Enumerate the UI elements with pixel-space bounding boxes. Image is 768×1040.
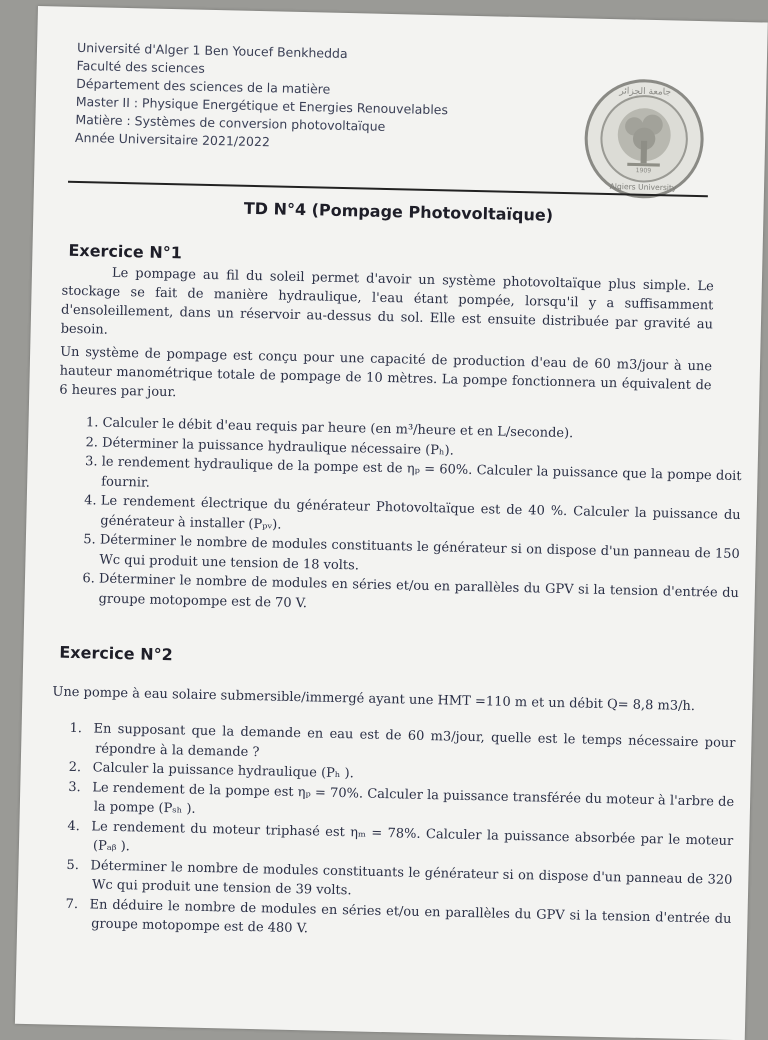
question-text: Le rendement de la pompe est ηₚ = 70%. Calculer la puissance transférée du moteur à l'arbre de la pompe (Pₛₕ ).: [92, 779, 735, 817]
exercise-2-heading: Exercice N°2: [59, 642, 173, 665]
question-item: 4. Le rendement électrique du générateur Photovoltaïque est de 40 %. Calculer la puissance du générateur à installer (Pₚᵥ).: [100, 492, 741, 546]
page-title: TD N°4 (Pompage Photovoltaïque): [243, 198, 554, 225]
seal-caption: Algiers University: [609, 181, 677, 193]
question-text: Calculer la puissance hydraulique (Pₕ ).: [92, 760, 355, 782]
institution-header: [75, 39, 450, 155]
header-line: Département des sciences de la matière: [76, 75, 331, 97]
header-line: Master II : Physique Energétique et Energies Renouvelables: [75, 93, 449, 118]
question-number: 5.: [66, 857, 80, 873]
exercise-1-heading: Exercice N°1: [68, 240, 183, 263]
question-number: 4.: [67, 818, 80, 834]
question-item: 3. le rendement hydraulique de la pompe est de ηₚ = 60%. Calculer la puissance que la pompe doit fournir.: [101, 453, 742, 507]
header-line: Faculté des sciences: [76, 57, 206, 76]
seal-year: 1909: [635, 167, 652, 175]
exercise-2-questions: [57, 719, 736, 949]
exercise-1-questions: [64, 413, 742, 623]
seal-arabic-text: جامعة الجزائر: [619, 86, 672, 98]
question-item: 2. Déterminer la puissance hydraulique nécessaire (Pₕ).: [102, 433, 742, 467]
question-number: 3.: [68, 779, 81, 795]
header-line: Matière : Systèmes de conversion photovoltaïque: [75, 111, 386, 134]
question-item: 1. Calculer le débit d'eau requis par heure (en m³/heure et en L/seconde).: [102, 414, 742, 448]
question-item: 5. Déterminer le nombre de modules constituants le générateur si on dispose d'un panneau de 150 Wc qui produit une tension de 18 volts.: [99, 531, 740, 585]
question-text: Le rendement du moteur triphasé est ηₘ = 78%. Calculer la puissance absorbée par le moteur (Pₐᵦ ).: [91, 818, 734, 855]
question-text: En déduire le nombre de modules en séries et/ou en parallèles du GPV si la tension d'entrée du groupe motopompe est de 480 V.: [89, 896, 732, 937]
exercise-1-intro: [60, 263, 714, 354]
question-number: 1.: [69, 720, 83, 737]
question-number: 2.: [68, 759, 82, 776]
header-line: Université d'Alger 1 Ben Youcef Benkhedda: [76, 39, 348, 62]
header-line: Année Universitaire 2021/2022: [74, 129, 271, 150]
document-page: [15, 6, 768, 1040]
exercise-2-statement: Une pompe à eau solaire submersible/immergé ayant une HMT =110 m et un débit Q= 8,8 m3/h.: [52, 684, 696, 715]
exercise-1-intro-text: Le pompage au fil du soleil permet d'avoir un système photovoltaïque plus simple. Le stockage se fait de manière hydraulique, l'eau étant pompée, lorsqu'il y a suffisamment d'ensoleillement, dans un réservoir au-dessus du sol. Elle est ensuite distribuée par gravité au besoin.: [60, 265, 714, 338]
question-item: 6. Déterminer le nombre de modules en séries et/ou en parallèles du GPV si la tension d'entrée du groupe motopompe est de 70 V.: [98, 570, 739, 624]
exercise-1-statement: Un système de pompage est conçu pour une capacité de production d'eau de 60 m3/jour à une hauteur manométrique totale de pompage de 10 mètres. La pompe fonctionnera un équivalent de 6 heures par jour.: [59, 344, 713, 401]
university-seal-logo: [582, 76, 707, 201]
question-number: 7.: [65, 896, 79, 912]
question-text: En supposant que la demande en eau est de 60 m3/jour, quelle est le temps nécessaire pour répondre à la demande ?: [93, 721, 736, 760]
question-text: Déterminer le nombre de modules constituants le générateur si on dispose d'un panneau de 320 Wc qui produit une tension de 39 volts.: [90, 857, 733, 899]
